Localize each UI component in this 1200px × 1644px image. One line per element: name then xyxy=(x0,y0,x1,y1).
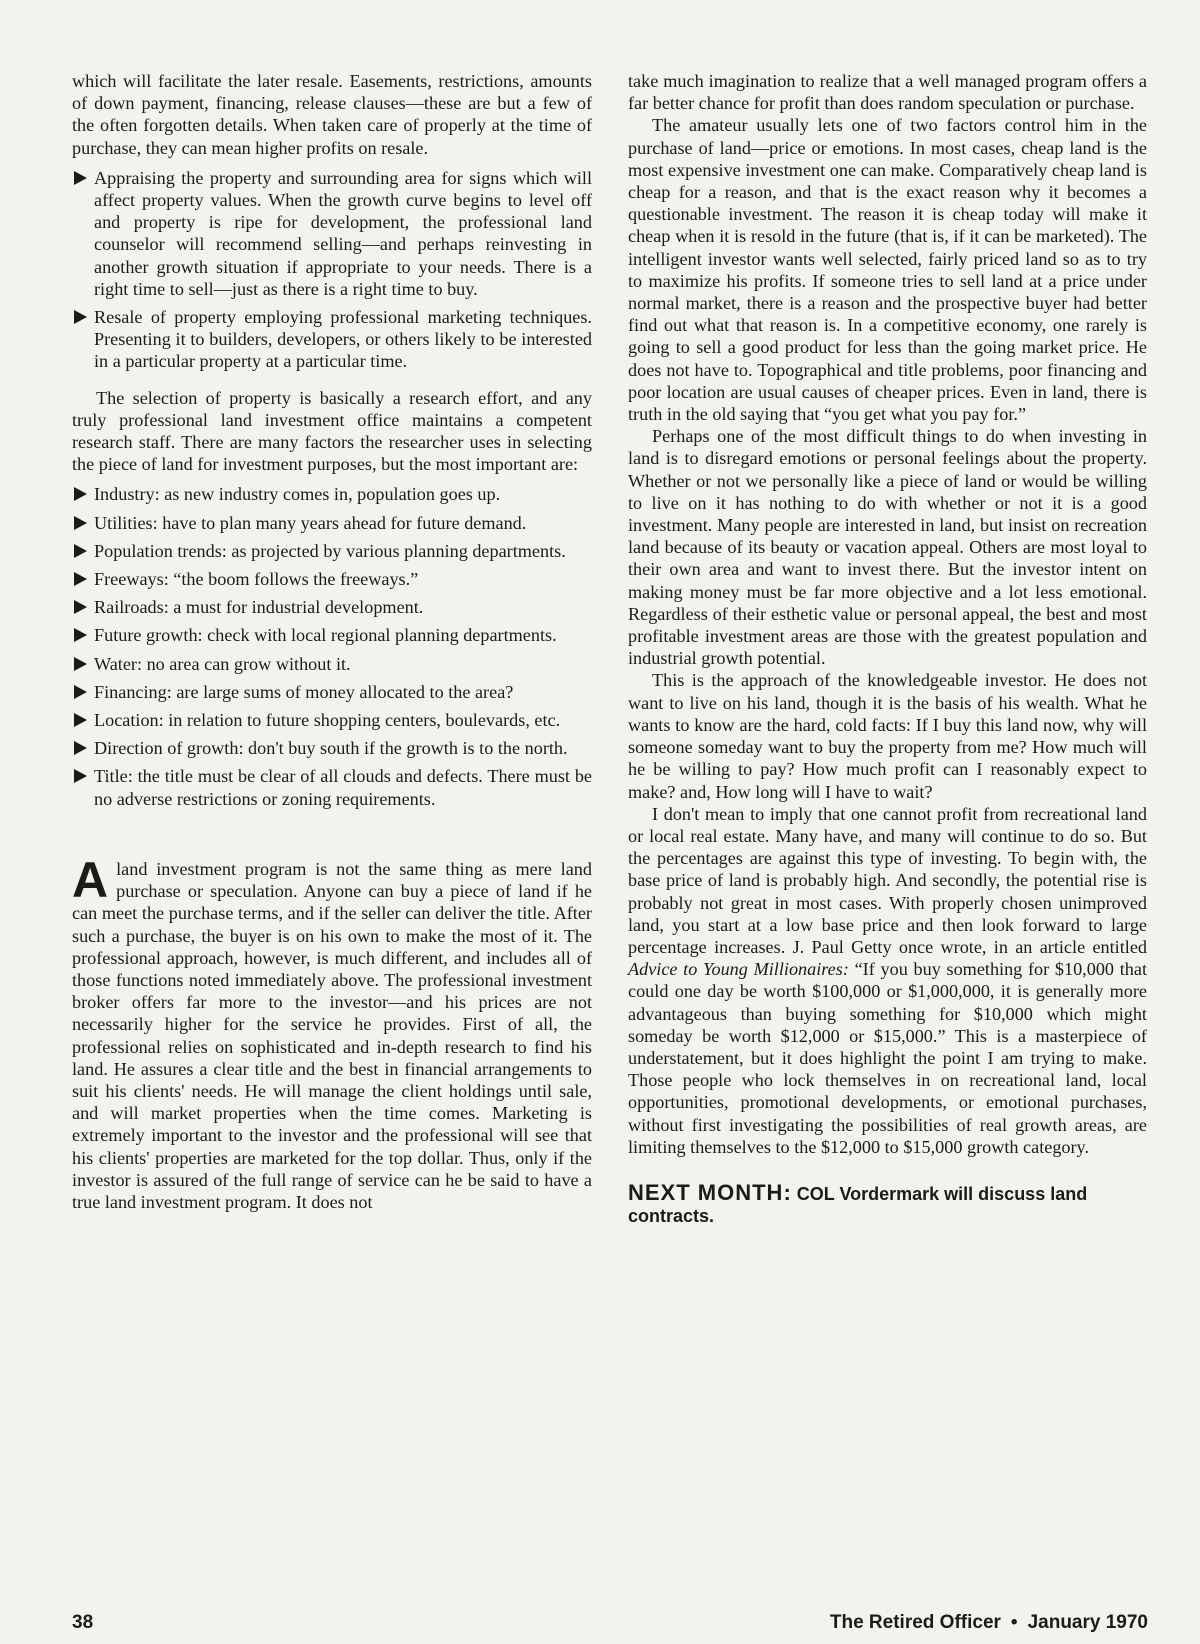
issue-date: January 1970 xyxy=(1027,1612,1148,1633)
factor-bullet-text: Water: no area can grow without it. xyxy=(94,653,351,674)
factor-bullet-text: Railroads: a must for industrial development. xyxy=(94,597,424,618)
factor-bullet xyxy=(72,653,592,675)
amateur-paragraph: The amateur usually lets one of two factors control him in the purchase of land—price or emotions. In most cases, cheap land is the most expensive investment one can make. Comparatively cheap land is cheap for a reason, and that is the exact reason why it becomes a questionable investment. The reason it is cheap today will make it cheap when it is resold in the future (that is, if it can be marketed). The intelligent investor wants well selected, fairly priced land so as to try to maximize his profits. If someone tries to sell land at a price under normal market, there is a reason and the prospective buyer had better find out what that reason is. In a competitive economy, one rarely is going to sell a good product for less than the going market price. He does not have to. Topographical and title problems, poor financing and poor location are usual causes of cheaper prices. Even in land, there is truth in the old saying that “you get what you pay for.” xyxy=(628,115,1147,425)
factor-bullet-text: Freeways: “the boom follows the freeways.” xyxy=(94,569,419,590)
drop-cap: A xyxy=(72,851,109,908)
factor-bullet xyxy=(72,512,592,534)
service-bullet-text: Resale of property employing professional marketing techniques. Presenting it to builders, developers, or others likely to be interested in a particular property at a particular time. xyxy=(94,307,592,372)
bullet-arrow-icon xyxy=(74,769,87,783)
emotions-paragraph: Perhaps one of the most difficult things to do when investing in land is to disregard emotions or personal feelings about the property. Whether or not we personally like a piece of land or would be willing to live on it has nothing to do with whether or not it is a good investment. Many people are interested in land, but insist on recreation land because of its beauty or vacation appeal. Others are most loyal to their own area and want to invest there. But the investor intent on making money must be far more objective and a lot less emotional. Regardless of their esthetic value or personal appeal, the best and most profitable investment areas are those with the greatest population and industrial growth potential. xyxy=(628,426,1147,669)
factor-bullet xyxy=(72,737,592,759)
program-paragraph xyxy=(72,851,592,1213)
bullet-arrow-icon xyxy=(74,741,87,755)
factor-bullet-text: Industry: as new industry comes in, population goes up. xyxy=(94,484,501,505)
bullet-arrow-icon xyxy=(74,657,87,671)
factor-bullet xyxy=(72,765,592,809)
selection-paragraph: The selection of property is basically a research effort, and any truly professional land investment office maintains a competent research staff. There are many factors the researcher uses in selecting the piece of land for investment purposes, but the most important are: xyxy=(72,387,592,475)
factor-bullet-text: Population trends: as projected by various planning departments. xyxy=(94,540,566,561)
left-continuation-paragraph: which will facilitate the later resale. Easements, restrictions, amounts of down payment, financing, release clauses—these are but a few of the often forgotten details. When taken care of properly at the time of purchase, they can mean higher profits on resale. xyxy=(72,71,592,158)
factor-bullet xyxy=(72,596,592,618)
factor-bullet-text: Direction of growth: don't buy south if the growth is to the north. xyxy=(94,738,568,759)
service-bullet xyxy=(72,306,592,373)
factor-bullet xyxy=(72,483,592,505)
publication-name: The Retired Officer xyxy=(829,1612,1001,1633)
next-month-notice xyxy=(628,1179,1147,1227)
factor-bullet xyxy=(72,681,592,703)
right-continuation-paragraph: take much imagination to realize that a well managed program offers a far better chance for profit than does random speculation or purchase. xyxy=(628,71,1147,114)
factor-bullet-text: Utilities: have to plan many years ahead for future demand. xyxy=(94,512,527,533)
running-footer xyxy=(830,1612,1148,1634)
factor-bullet-text: Future growth: check with local regional planning departments. xyxy=(94,625,557,646)
factor-bullet xyxy=(72,568,592,590)
factor-bullet-text: Financing: are large sums of money allocated to the area? xyxy=(94,681,514,702)
bullet-arrow-icon xyxy=(74,628,87,642)
article-title: Advice to Young Millionaires: xyxy=(628,959,849,980)
left-column xyxy=(72,70,592,1213)
right-column xyxy=(628,70,1147,1227)
next-month-text: COL Vordermark will discuss land contracts. xyxy=(628,1183,1088,1226)
getty-paragraph xyxy=(628,803,1147,1158)
getty-paragraph-text-a: I don't mean to imply that one cannot profit from recreational land or local real estate. Many have, and many will continue to do so. But the percentages are against this type of investing. To begin with, the base price of land is probably high. And secondly, the potential rise is probably not great in most cases. With properly chosen unimproved land, you start at a low base price and then look forward to large percentage increases. J. Paul Getty once wrote, in an article entitled xyxy=(628,803,1147,957)
services-bullet-list xyxy=(72,167,592,373)
factor-bullet xyxy=(72,540,592,562)
bullet-arrow-icon xyxy=(74,600,87,614)
service-bullet xyxy=(72,167,592,300)
bullet-arrow-icon xyxy=(74,310,87,324)
bullet-arrow-icon xyxy=(74,516,87,530)
service-bullet-text: Appraising the property and surrounding area for signs which will affect property values. When the growth curve begins to level off and property is ripe for development, the professional land counselor will recommend selling—and perhaps reinvesting in another growth situation if appropriate to your needs. There is a right time to sell—just as there is a right time to buy. xyxy=(94,167,592,299)
bullet-arrow-icon xyxy=(74,572,87,586)
next-month-label: NEXT MONTH: xyxy=(628,1179,792,1205)
bullet-arrow-icon xyxy=(74,171,87,185)
approach-paragraph: This is the approach of the knowledgeable investor. He does not want to live on his land, though it is the basis of his wealth. What he wants to know are the hard, cold facts: If I buy this land now, why will someone someday want to buy the property from me? How much will he be willing to pay? How much profit can I reasonably expect to make? and, How long will I have to wait? xyxy=(628,670,1147,802)
bullet-arrow-icon xyxy=(74,685,87,699)
factor-bullet-text: Location: in relation to future shopping centers, boulevards, etc. xyxy=(94,710,561,731)
program-paragraph-text: land investment program is not the same thing as mere land purchase or speculation. Anyone can buy a piece of land if he can meet the purchase terms, and if the seller can deliver the title. After such a purchase, the buyer is on his own to make the most of it. The professional approach, however, is much different, and includes all of those functions noted immediately above. The professional investment broker offers far more to the investor—and his prices are not necessarily higher for the service he provides. First of all, the professional relies on sophisticated and in-depth research to find his land. He assures a clear title and the best in financial arrangements to suit his clients' needs. He will manage the client holdings until sale, and will market properties when the time comes. Marketing is extremely important to the investor and the professional will see that his clients' properties are marketed for the top dollar. Thus, only if the investor is assured of the full range of service can he be said to have a true land investment program. It does not xyxy=(72,858,592,1212)
factors-bullet-list xyxy=(72,483,592,809)
factor-bullet-text: Title: the title must be clear of all clouds and defects. There must be no adverse restrictions or zoning requirements. xyxy=(94,766,592,809)
bullet-arrow-icon xyxy=(74,487,87,501)
footer-separator: • xyxy=(1010,1612,1018,1633)
bullet-arrow-icon xyxy=(74,544,87,558)
bullet-arrow-icon xyxy=(74,713,87,727)
getty-paragraph-text-b: “If you buy something for $10,000 that could one day be worth $100,000 or $1,000,000, it is generally more advantageous than buying something for $10,000 which might someday be worth $12,000 or $15,000.” This is a masterpiece of understatement, but it does highlight the point I am trying to make. Those people who lock themselves in on recreational land, local opportunities, promotional developments, or emotional purchases, without first investigating the possibilities of real growth areas, are limiting themselves to the $12,000 to $15,000 growth category. xyxy=(628,959,1147,1157)
factor-bullet xyxy=(72,709,592,731)
factor-bullet xyxy=(72,624,592,646)
page-number: 38 xyxy=(72,1612,94,1633)
